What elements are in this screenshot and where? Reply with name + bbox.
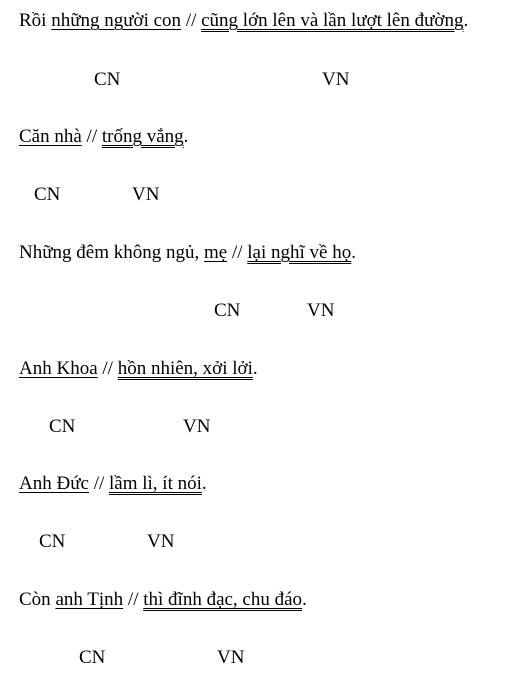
sentence-6-subject: anh Tịnh — [55, 589, 124, 610]
sentence-6-separator: // — [123, 589, 144, 610]
sentence-3-separator: // — [227, 242, 248, 263]
sentence-2-predicate: trống vắng — [101, 126, 184, 147]
sentence-6-period: . — [302, 589, 307, 610]
sentence-2-subject: Căn nhà — [19, 126, 82, 147]
sentence-5-predicate-label: VN — [147, 531, 175, 552]
sentence-1-separator: // — [181, 10, 202, 31]
sentence-1-subject-label: CN — [94, 69, 121, 90]
sentence-3-predicate: lại nghĩ về họ — [247, 242, 352, 263]
sentence-5-subject: Anh Đức — [19, 473, 89, 494]
sentence-2-separator: // — [81, 126, 102, 147]
sentence-6-prefix: Còn — [19, 589, 56, 610]
sentence-4-period: . — [252, 358, 258, 379]
sentence-2-subject-label: CN — [34, 184, 61, 205]
sentence-2 — [19, 126, 188, 148]
sentence-4-subject-label: CN — [49, 416, 76, 437]
sentence-4 — [19, 358, 258, 380]
sentence-3-prefix: Những đêm không ngủ, — [19, 242, 204, 263]
sentence-1-period: . — [463, 10, 469, 31]
sentence-1-predicate: cũng lớn lên và lần lượt lên đường — [201, 10, 464, 31]
sentence-3-subject: mẹ — [203, 242, 228, 263]
sentence-5-separator: // — [88, 473, 109, 494]
sentence-6 — [19, 589, 307, 611]
sentence-1 — [19, 10, 468, 32]
sentence-4-subject: Anh Khoa — [19, 358, 98, 379]
sentence-2-predicate-label: VN — [132, 184, 160, 205]
sentence-4-separator: // — [97, 358, 118, 379]
sentence-5 — [19, 473, 207, 495]
sentence-2-period: . — [183, 126, 189, 147]
sentence-6-predicate: thì đĩnh đạc, chu đáo — [143, 589, 303, 610]
sentence-3 — [19, 242, 356, 264]
sentence-3-predicate-label: VN — [307, 300, 335, 321]
sentence-6-subject-label: CN — [79, 647, 106, 668]
sentence-5-predicate: lầm lì, ít nói — [109, 473, 202, 494]
sentence-5-subject-label: CN — [39, 531, 66, 552]
sentence-4-predicate-label: VN — [183, 416, 211, 437]
sentence-1-predicate-label: VN — [322, 69, 350, 90]
sentence-1-prefix: Rồi — [19, 10, 52, 31]
sentence-3-subject-label: CN — [214, 300, 241, 321]
sentence-4-predicate: hồn nhiên, xởi lởi — [117, 358, 253, 379]
sentence-6-predicate-label: VN — [217, 647, 245, 668]
sentence-1-subject: những người con — [51, 10, 182, 31]
sentence-3-period: . — [351, 242, 356, 263]
sentence-5-period: . — [201, 473, 207, 494]
